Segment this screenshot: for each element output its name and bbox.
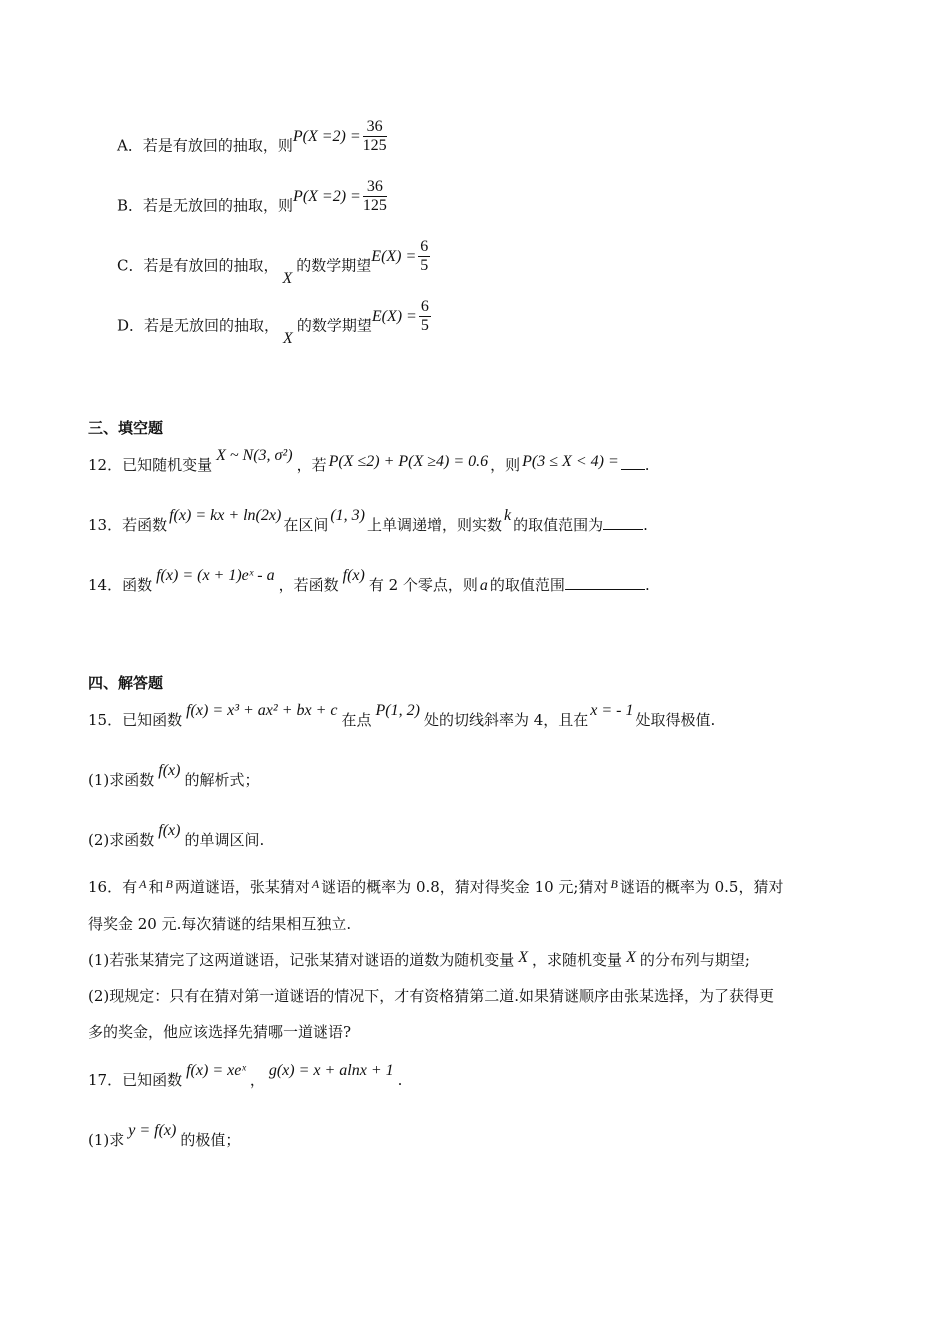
option-text2: 的数学期望 [296,256,372,275]
question-text: 的解析式； [184,771,260,789]
question-15 [88,702,716,731]
math-expression: g(x) = x + alnx + 1 [268,1062,394,1079]
question-text: 两道谜语，张某猜对 [174,878,310,896]
question-text: 的取值范围 [489,576,565,594]
math-expression: A [139,877,147,891]
question-text: 和 [148,878,164,896]
math-expression: f(x) [158,822,181,839]
option-text: 若是无放回的抽取， [144,316,280,335]
question-text: 有 2 个零点，则 [368,576,478,594]
option-c [117,238,430,287]
question-text: 处取得极值. [635,711,716,729]
option-text: 若是有放回的抽取， [143,256,279,275]
math-expression: B [165,877,173,891]
answer-blank[interactable] [621,455,645,470]
option-label: A． [117,136,143,155]
question-number: 16． [88,878,123,896]
math-expression: a [479,577,488,594]
question-14 [88,567,650,596]
question-text: 有 [122,878,138,896]
math-expression: X [626,949,636,966]
section-heading: 四、解答题 [88,674,164,692]
question-number: 15． [88,711,123,729]
math-expression: P(1, 2) [375,702,420,719]
question-text: 处的切线斜率为 4，且在 [423,711,589,729]
question-15-part-2 [88,822,265,851]
question-17 [88,1062,403,1091]
option-fraction: $\frac{36}{125}$ [362,178,387,214]
math-expression: f(x) = kx + ln(2x) [169,507,282,524]
question-text: . [644,576,650,594]
math-expression: (1, 3) [330,507,365,524]
question-16-line-1 [88,877,783,898]
question-16-line-3 [88,950,750,971]
math-expression: P(3 ≤ X < 4) = [522,453,619,470]
question-text: 谜语的概率为 0.5，猜对 [619,878,784,896]
question-text: 在区间 [283,516,329,534]
question-text: (1)求 [88,1131,125,1149]
question-number: 17． [88,1071,123,1089]
math-expression: f(x) = xeˣ [186,1062,246,1079]
question-text: 的分布列与期望; [639,951,750,969]
question-text: 若函数 [122,516,168,534]
question-text: (2)求函数 [88,831,155,849]
math-expression: k [504,507,512,524]
question-text: 在点 [341,711,372,729]
math-expression: y = f(x) [128,1122,177,1139]
option-math: P(X =2) = [293,187,361,205]
option-fraction: $\frac{6}{5}$ [420,238,429,274]
question-text: 的极值； [180,1131,241,1149]
option-a [117,118,387,165]
option-text: 若是无放回的抽取，则 [143,196,294,215]
math-expression: P(X ≤2) + P(X ≥4) = 0.6 [328,453,489,470]
question-text: 函数 [122,576,153,594]
question-text: 的单调区间. [184,831,265,849]
question-text: ， [249,1071,265,1089]
question-text: 的取值范围为 [513,516,604,534]
question-text: 已知函数 [122,1071,183,1089]
question-text: . [397,1071,403,1089]
question-number: 12． [88,456,123,474]
option-var: X [282,269,293,287]
math-expression: X [518,949,529,966]
question-text: ，若 [296,456,327,474]
answer-blank[interactable] [603,515,643,530]
section-heading: 三、填空题 [88,419,164,437]
question-16-line-5: 多的奖金，他应该选择先猜哪一道谜语? [88,1023,352,1041]
question-16-line-4: (2)现规定：只有在猜对第一道谜语的情况下，才有资格猜第二道.如果猜谜顺序由张某选择，为了获得更 [88,987,775,1005]
option-var: X [283,329,293,347]
math-expression: f(x) = x³ + ax² + bx + c [186,702,338,719]
math-expression: f(x) [342,567,365,584]
option-fraction: $\frac{36}{125}$ [362,118,387,154]
option-d [117,298,431,347]
question-text: . [644,456,650,474]
question-text: 上单调递增，则实数 [366,516,502,534]
answer-blank[interactable] [565,575,645,590]
question-text: 已知函数 [122,711,183,729]
question-text: ，则 [490,456,521,474]
option-math: E(X) = [371,247,417,265]
question-text: 谜语的概率为 0.8，猜对得奖金 10 元;猜对 [321,878,609,896]
math-expression: X ~ N(3, σ²) [216,447,293,464]
question-number: 13． [88,516,123,534]
option-label: D． [117,316,145,335]
question-text: (1)求函数 [88,771,155,789]
question-15-part-1 [88,762,260,791]
question-text: ，若函数 [278,576,339,594]
math-expression: f(x) [158,762,181,779]
option-math: E(X) = [371,307,417,325]
question-text: 已知随机变量 [122,456,213,474]
math-expression: x = - 1 [590,702,634,719]
option-text: 若是有放回的抽取，则 [142,136,293,155]
option-label: C． [117,256,144,275]
question-16-line-2: 得奖金 20 元.每次猜谜的结果相互独立. [88,915,352,933]
option-math: P(X =2) = [292,127,361,145]
option-label: B． [117,196,144,215]
option-b [117,178,387,225]
question-text: . [643,516,648,534]
option-text2: 的数学期望 [296,316,372,335]
question-17-part-1 [88,1122,241,1151]
math-expression: B [610,877,618,891]
question-text: (1)若张某猜完了这两道谜语，记张某猜对谜语的道数为随机变量 [88,951,515,969]
option-fraction: $\frac{6}{5}$ [420,298,429,334]
math-expression: A [311,877,320,891]
question-13 [88,507,648,536]
question-12 [88,447,650,476]
math-expression: f(x) = (x + 1)eˣ - a [156,567,275,584]
question-text: ，求随机变量 [532,951,623,969]
question-number: 14． [88,576,123,594]
